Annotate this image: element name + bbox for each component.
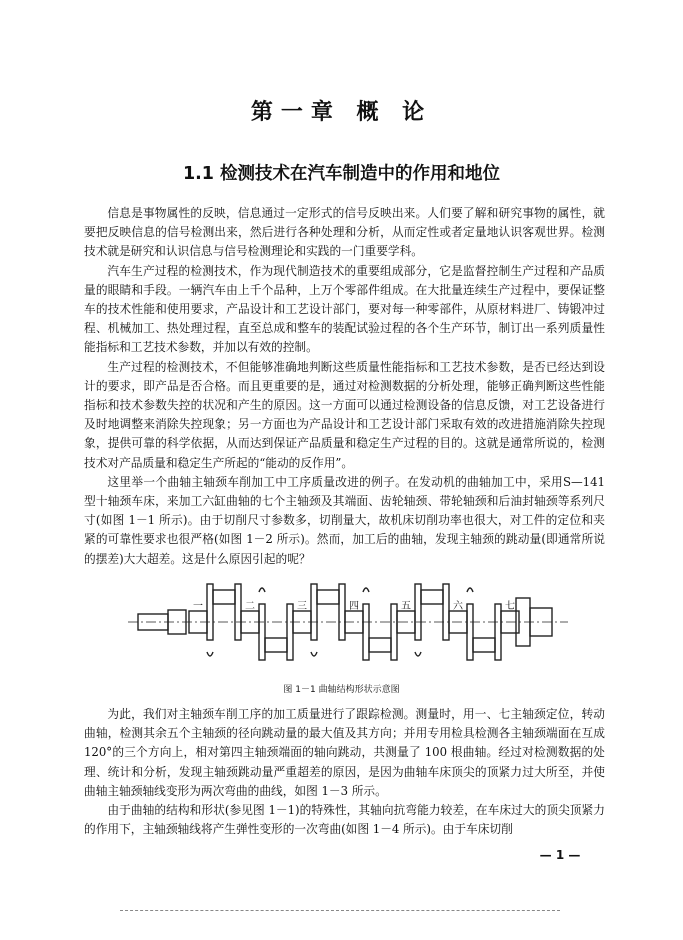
body-text-top bbox=[84, 204, 605, 569]
crank-web bbox=[415, 584, 421, 640]
paragraph: 信息是事物属性的反映，信息通过一定形式的信号反映出来。人们要了解和研究事物的属性，就要把反映信息的信号检测出来，然后进行各种处理和分析，从而定性或者定量地认识客观世界。检测技术就是研究和认识信息与信号检测理论和实践的一门重要学科。 bbox=[84, 206, 605, 259]
crank-pin bbox=[369, 638, 391, 652]
crank-web bbox=[207, 584, 213, 640]
crank-web bbox=[259, 604, 265, 660]
journal-label: 三 bbox=[297, 601, 307, 612]
counterweight bbox=[259, 588, 265, 592]
crank-web bbox=[467, 604, 473, 660]
journal-label: 二 bbox=[245, 601, 255, 612]
figure-caption: 图 1－1 曲轴结构形状示意图 bbox=[283, 685, 400, 695]
crank-web bbox=[443, 584, 449, 640]
crank-web bbox=[363, 604, 369, 660]
journal-label: 四 bbox=[349, 601, 359, 612]
crank-pin bbox=[473, 638, 495, 652]
paragraph: 这里举一个曲轴主轴颈车削加工中工序质量改进的例子。在发动机的曲轴加工中，采用S—141 型十轴颈车床，来加工六缸曲轴的七个主轴颈及其端面、齿轮轴颈、带轮轴颈和后油封轴颈等系列尺寸(如图 1－1 所示)。由于切削尺寸参数多，切削量大，故机床切削功率也很大，对工件的定位和夹紧的可靠性要求也很严格(如图 1－2 所示)。然而，加工后的曲轴，发现主轴颈的跳动量(即通常所说的摆差)大大超差。这是什么原因引起的呢？ bbox=[84, 474, 605, 566]
counterweight bbox=[363, 588, 369, 592]
counterweight bbox=[311, 652, 317, 656]
crank-pin bbox=[421, 590, 443, 604]
crank-web bbox=[391, 604, 397, 660]
section-title: 1.1 检测技术在汽车制造中的作用和地位 bbox=[182, 164, 501, 184]
crankshaft-diagram bbox=[128, 578, 568, 664]
crank-web bbox=[287, 604, 293, 660]
journal-label: 七 bbox=[505, 601, 515, 612]
chapter-title: 第一章 概 论 bbox=[250, 100, 433, 125]
page-number: — 1 — bbox=[539, 848, 581, 862]
journal-label: 一 bbox=[193, 601, 203, 612]
counterweight bbox=[415, 652, 421, 656]
footer-rule bbox=[120, 910, 560, 911]
paragraph: 为此，我们对主轴颈车削工序的加工质量进行了跟踪检测。测量时，用一、七主轴颈定位，转动曲轴，检测其余五个主轴颈的径向跳动量的最大值及其方向；并用专用检具检测各主轴颈端面在互成 120°的三个方向上，相对第四主轴颈端面的轴向跳动，共测量了 100 根曲轴。经过对检测数据的处理、统计和分析，发现主轴颈跳动量严重超差的原因，是因为曲轴车床顶尖的顶紧力过大所至，并使曲轴主轴颈轴线变形为两次弯曲的曲线，如图 1－3 所示。 bbox=[84, 707, 605, 798]
paragraph: 生产过程的检测技术，不但能够准确地判断这些质量性能指标和工艺技术参数，是否已经达到设计的要求，即产品是否合格。而且更重要的是，通过对检测数据的分析处理，能够正确判断这些性能指标和技术参数失控的状况和产生的原因。这一方面可以通过检测设备的信息反馈，对工艺设备进行及时地调整来消除失控现象；另一方面也为产品设计和工艺设计部门采取有效的改进措施消除失控现象，提供可靠的科学依据，从而达到保证产品质量和稳定生产过程的目的。这就是通常所说的，检测技术对产品质量和稳定生产所起的“能动的反作用”。 bbox=[84, 359, 605, 470]
body-text-bottom bbox=[84, 705, 605, 839]
paragraph: 由于曲轴的结构和形状(参见图 1－1)的特殊性，其轴向抗弯能力较差，在车床过大的顶尖顶紧力的作用下，主轴颈轴线将产生弹性变形的一次弯曲(如图 1－4 所示)。由于车床切削 bbox=[84, 803, 605, 837]
counterweight bbox=[207, 652, 213, 656]
crank-web bbox=[339, 584, 345, 640]
paragraph: 汽车生产过程的检测技术，作为现代制造技术的重要组成部分，它是监督控制生产过程和产品质量的眼睛和手段。一辆汽车由上千个品种，上万个零部件组成。在大批量连续生产过程中，要保证整车的技术性能和使用要求，产品设计和工艺设计部门，要对每一种零部件，从原材料进厂、铸锻冲过程、机械加工、热处理过程，直至总成和整车的装配试验过程的各个生产环节，制订出一系列质量性能指标和工艺技术参数，并加以有效的控制。 bbox=[84, 263, 605, 355]
crank-web bbox=[495, 604, 501, 660]
crank-pin bbox=[317, 590, 339, 604]
crank-pin bbox=[213, 590, 235, 604]
journal-label: 六 bbox=[453, 601, 463, 612]
crank-pin bbox=[265, 638, 287, 652]
crank-web bbox=[311, 584, 317, 640]
journal-label: 五 bbox=[401, 601, 411, 612]
counterweight bbox=[467, 588, 473, 592]
crank-web bbox=[235, 584, 241, 640]
